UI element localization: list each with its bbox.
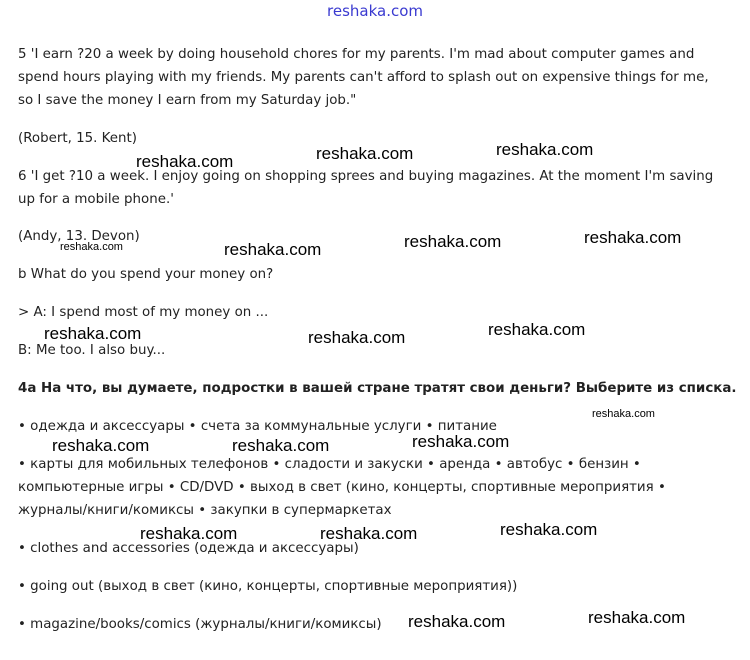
watermark: reshaka.com <box>316 144 414 163</box>
watermark-small: reshaka.com <box>592 408 655 420</box>
question-b: b What do you spend your money on? <box>18 267 274 282</box>
watermark: reshaka.com <box>412 432 510 451</box>
watermark: reshaka.com <box>408 612 506 631</box>
watermark: reshaka.com <box>500 520 598 539</box>
list-line-4: журналы/книги/комиксы • закупки в супермаркетах <box>18 503 392 518</box>
watermark: reshaka.com <box>488 320 586 339</box>
watermark: reshaka.com <box>52 436 150 455</box>
list-item-going-out: • going out (выход в свет (кино, концерты, спортивные мероприятия)) <box>18 579 518 594</box>
watermark-small: reshaka.com <box>60 241 123 253</box>
watermark: reshaka.com <box>588 608 686 627</box>
watermark: reshaka.com <box>320 524 418 543</box>
paragraph-6-line-1: 6 'I get ?10 a week. I enjoy going on shopping sprees and buying magazines. At the moment I'm saving <box>18 169 714 184</box>
watermark: reshaka.com <box>308 328 406 347</box>
watermark: reshaka.com <box>224 240 322 259</box>
attribution-robert: (Robert, 15. Kent) <box>18 131 137 146</box>
task-4a-heading: 4а На что, вы думаете, подростки в вашей стране тратят свои деньги? Выберите из списка. <box>18 381 737 396</box>
paragraph-5-line-2: spend hours playing with my friends. My parents can't afford to splash out on expensive things for me, <box>18 70 709 85</box>
watermark: reshaka.com <box>140 524 238 543</box>
list-line-2: • карты для мобильных телефонов • сладости и закуски • аренда • автобус • бензин • <box>18 457 641 472</box>
site-header[interactable]: reshaka.com <box>327 2 423 20</box>
watermark: reshaka.com <box>44 324 142 343</box>
list-line-1: • одежда и аксессуары • счета за коммунальные услуги • питание <box>18 419 497 434</box>
watermark: reshaka.com <box>136 152 234 171</box>
attribution-andy: (Andy, 13. Devon) <box>18 229 140 244</box>
watermark: reshaka.com <box>496 140 594 159</box>
list-item-magazine: • magazine/books/comics (журналы/книги/комиксы) <box>18 617 382 632</box>
watermark: reshaka.com <box>232 436 330 455</box>
dialog-line-b: B: Me too. I also buy... <box>18 343 166 358</box>
paragraph-5-line-3: so I save the money I earn from my Saturday job." <box>18 93 357 108</box>
watermark: reshaka.com <box>404 232 502 251</box>
list-item-clothes: • clothes and accessories (одежда и аксессуары) <box>18 541 359 556</box>
paragraph-6-line-2: up for a mobile phone.' <box>18 192 174 207</box>
list-line-3: компьютерные игры • CD/DVD • выход в свет (кино, концерты, спортивные мероприятия • <box>18 480 666 495</box>
dialog-line-a: > A: I spend most of my money on ... <box>18 305 269 320</box>
watermark: reshaka.com <box>584 228 682 247</box>
paragraph-5-line-1: 5 'I earn ?20 a week by doing household chores for my parents. I'm mad about computer games and <box>18 47 695 62</box>
